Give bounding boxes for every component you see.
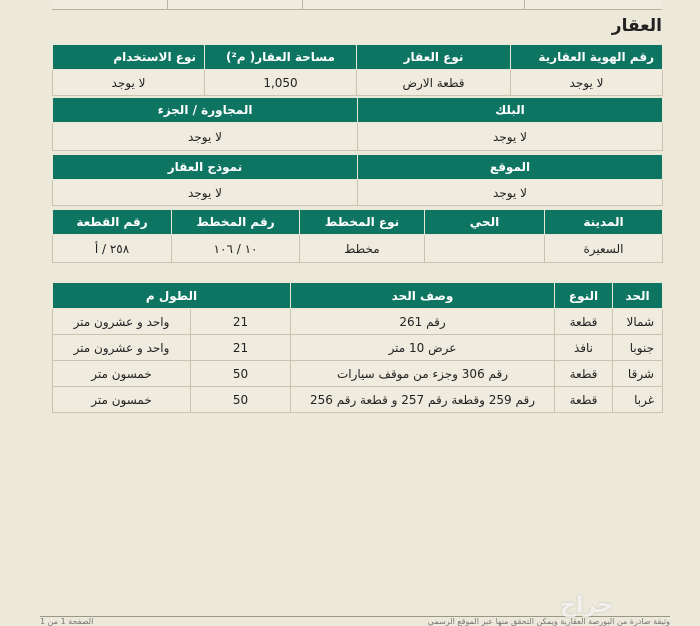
- boundary-length-words: خمسون متر: [53, 387, 191, 413]
- value-plot-number: ٢٥٨ / أ: [53, 235, 172, 263]
- boundary-description: رقم 306 وجزء من موقف سيارات: [291, 361, 555, 387]
- value-property-id: لا يوجد: [511, 70, 663, 96]
- top-table-remnant: [52, 0, 662, 10]
- boundary-description: عرض 10 متر: [291, 335, 555, 361]
- header-property-model: نموذج العقار: [53, 155, 358, 180]
- boundary-length-words: واحد و عشرون متر: [53, 309, 191, 335]
- value-usage-type: لا يوجد: [53, 70, 205, 96]
- table-row: [53, 361, 663, 387]
- value-location: لا يوجد: [358, 180, 663, 206]
- header-property-type: نوع العقار: [357, 45, 511, 70]
- boundary-direction: شرقا: [613, 361, 663, 387]
- boundary-direction: شمالا: [613, 309, 663, 335]
- boundary-direction: غربا: [613, 387, 663, 413]
- block-table: [52, 97, 663, 151]
- watermark-logo: حراج: [560, 593, 613, 618]
- value-property-model: لا يوجد: [53, 180, 358, 206]
- table-row: [53, 387, 663, 413]
- header-plan-number: رقم المخطط: [172, 210, 300, 235]
- boundary-type: قطعة: [555, 387, 613, 413]
- header-district: الحي: [425, 210, 545, 235]
- header-plan-type: نوع المخطط: [300, 210, 425, 235]
- boundary-description: رقم 259 وقطعة رقم 257 و قطعة رقم 256: [291, 387, 555, 413]
- location-table: [52, 154, 663, 206]
- boundary-length: 21: [191, 335, 291, 361]
- header-location: الموقع: [358, 155, 663, 180]
- table-row: [53, 335, 663, 361]
- value-block: لا يوجد: [358, 123, 663, 151]
- footer-page-number: الصفحة 1 من 1: [40, 617, 94, 626]
- header-usage-type: نوع الاستخدام: [53, 45, 205, 70]
- header-property-id: رقم الهوية العقارية: [511, 45, 663, 70]
- header-plot-number: رقم القطعة: [53, 210, 172, 235]
- header-length: الطول م: [53, 283, 291, 309]
- header-neighborhood-part: المجاورة / الجزء: [53, 98, 358, 123]
- header-boundary: الحد: [613, 283, 663, 309]
- boundary-direction: جنوبا: [613, 335, 663, 361]
- boundary-length-words: خمسون متر: [53, 361, 191, 387]
- property-table: [52, 44, 663, 96]
- header-block: البلك: [358, 98, 663, 123]
- boundary-type: قطعة: [555, 309, 613, 335]
- value-property-type: قطعة الارض: [357, 70, 511, 96]
- value-property-area: 1,050: [205, 70, 357, 96]
- value-neighborhood-part: لا يوجد: [53, 123, 358, 151]
- value-plan-number: ١٠ / ١٠٦: [172, 235, 300, 263]
- table-row: [53, 309, 663, 335]
- boundaries-table: [52, 282, 663, 413]
- boundary-length: 21: [191, 309, 291, 335]
- header-property-area: مساحة العقار( م²): [205, 45, 357, 70]
- boundary-length-words: واحد و عشرون متر: [53, 335, 191, 361]
- boundary-type: قطعة: [555, 361, 613, 387]
- boundary-length: 50: [191, 387, 291, 413]
- header-boundary-description: وصف الحد: [291, 283, 555, 309]
- boundary-length: 50: [191, 361, 291, 387]
- footer-note: وثيقة صادرة من البورصة العقارية ويمكن التحقق منها عبر الموقع الرسمي: [427, 617, 670, 626]
- header-boundary-type: النوع: [555, 283, 613, 309]
- header-city: المدينة: [545, 210, 663, 235]
- value-city: السعيرة: [545, 235, 663, 263]
- boundary-description: رقم 261: [291, 309, 555, 335]
- value-district: [425, 235, 545, 263]
- value-plan-type: مخطط: [300, 235, 425, 263]
- plan-table: [52, 209, 663, 263]
- section-title: العقار: [611, 16, 662, 36]
- boundary-type: نافذ: [555, 335, 613, 361]
